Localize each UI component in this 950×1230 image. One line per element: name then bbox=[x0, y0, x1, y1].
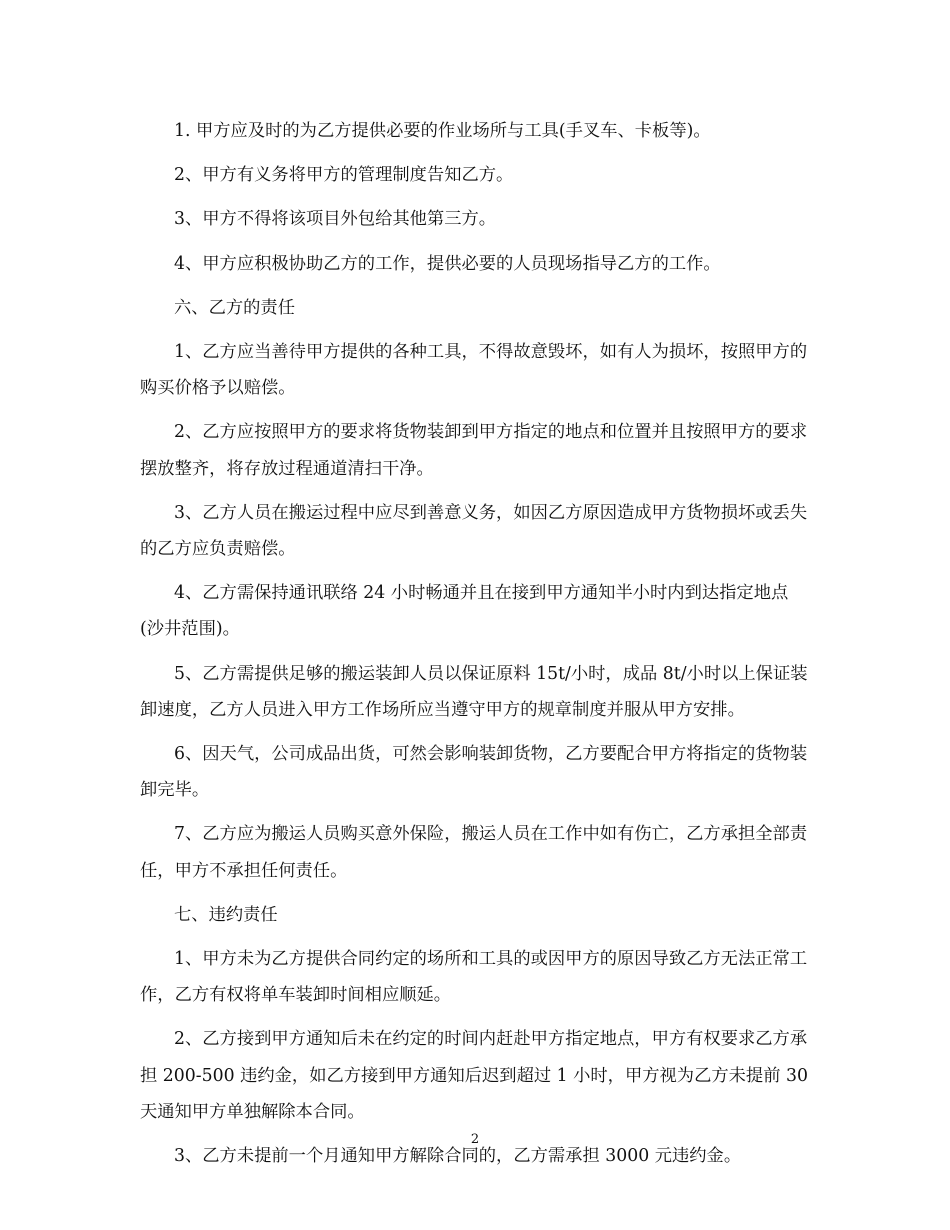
paragraph-party-b-2: 2、乙方应按照甲方的要求将货物装卸到甲方指定的地点和位置并且按照甲方的要求摆放整齐，将存放过程通道清扫干净。 bbox=[140, 422, 808, 479]
section-heading-party-b-responsibility: 六、乙方的责任 bbox=[174, 297, 295, 318]
paragraph-party-b-5: 5、乙方需提供足够的搬运装卸人员以保证原料 15t/小时，成品 8t/小时以上保证装卸速度，乙方人员进入甲方工作场所应当遵守甲方的规章制度并服从甲方安排。 bbox=[140, 663, 808, 720]
paragraph-party-b-4: 4、乙方需保持通讯联络 24 小时畅通并且在接到甲方通知半小时内到达指定地点(沙井范围)。 bbox=[140, 583, 789, 640]
paragraph-clause-4: 4、甲方应积极协助乙方的工作，提供必要的人员现场指导乙方的工作。 bbox=[174, 253, 721, 274]
paragraph-party-b-3: 3、乙方人员在搬运过程中应尽到善意义务，如因乙方原因造成甲方货物损坏或丢失的乙方应负责赔偿。 bbox=[140, 502, 808, 560]
paragraph-clause-3: 3、甲方不得将该项目外包给其他第三方。 bbox=[174, 209, 497, 230]
paragraph-breach-2: 2、乙方接到甲方通知后未在约定的时间内赶赴甲方指定地点，甲方有权要求乙方承担 200-500 违约金，如乙方接到甲方通知后迟到超过 1 小时，甲方视为乙方未提前 30 天通知甲方单独解除本合同。 bbox=[140, 1029, 808, 1122]
paragraph-party-b-6: 6、因天气，公司成品出货，可然会影响装卸货物，乙方要配合甲方将指定的货物装卸完毕。 bbox=[140, 744, 808, 801]
section-heading-breach-liability: 七、违约责任 bbox=[174, 904, 278, 925]
document-body bbox=[140, 113, 808, 1182]
paragraph-party-b-1: 1、乙方应当善待甲方提供的各种工具，不得故意毁坏，如有人为损坏，按照甲方的购买价格予以赔偿。 bbox=[140, 342, 808, 399]
paragraph-party-b-7: 7、乙方应为搬运人员购买意外保险，搬运人员在工作中如有伤亡，乙方承担全部责任，甲方不承担任何责任。 bbox=[140, 824, 808, 881]
paragraph-clause-2: 2、甲方有义务将甲方的管理制度告知乙方。 bbox=[174, 165, 514, 186]
paragraph-clause-1: 1. 甲方应及时的为乙方提供必要的作业场所与工具(手叉车、卡板等)。 bbox=[174, 121, 711, 141]
paragraph-breach-3: 3、乙方未提前一个月通知甲方解除合同的，乙方需承担 3000 元违约金。 bbox=[174, 1146, 742, 1167]
paragraph-breach-1: 1、甲方未为乙方提供合同约定的场所和工具的或因甲方的原因导致乙方无法正常工作，乙方有权将单车装卸时间相应顺延。 bbox=[140, 949, 808, 1006]
page-number: 2 bbox=[470, 1132, 480, 1147]
